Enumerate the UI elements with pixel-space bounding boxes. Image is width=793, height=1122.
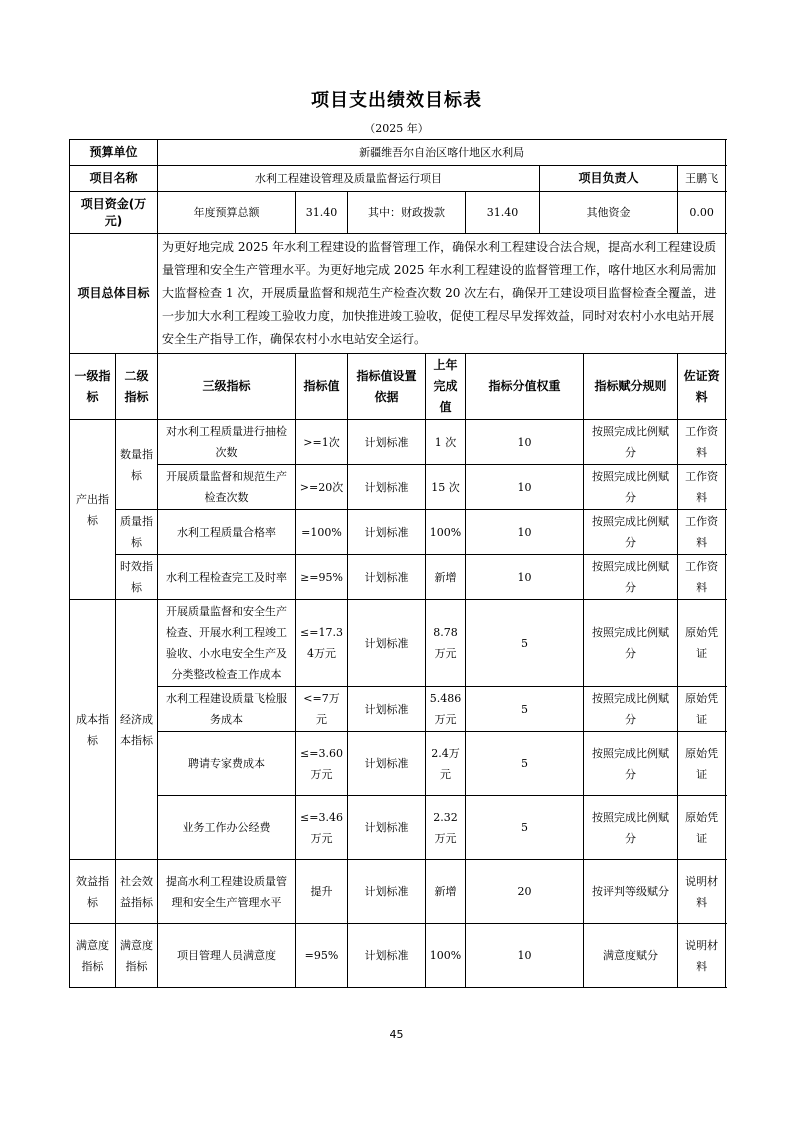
group-benefit: 效益指标: [70, 860, 116, 924]
row-l3: 开展质量监督和规范生产检查次数: [158, 465, 296, 510]
project-leader-label: 项目负责人: [540, 166, 678, 192]
header-last-year: 上年完成值: [426, 354, 466, 420]
row-basis: 计划标准: [348, 420, 426, 465]
row-evidence: 说明材料: [678, 924, 726, 988]
table-row: [70, 555, 726, 600]
row-weight: 10: [466, 924, 584, 988]
header-level2: 二级指标: [116, 354, 158, 420]
row-basis: 计划标准: [348, 732, 426, 796]
row-weight: 10: [466, 465, 584, 510]
row-l3: 项目管理人员满意度: [158, 924, 296, 988]
table-row: [70, 465, 726, 510]
row-weight: 10: [466, 420, 584, 465]
row-rule: 按照完成比例赋分: [584, 687, 678, 732]
row-last: 新增: [426, 555, 466, 600]
page-title: 项目支出绩效目标表: [311, 90, 482, 111]
row-l3: 对水利工程质量进行抽检次数: [158, 420, 296, 465]
header-evidence: 佐证资料: [678, 354, 726, 420]
row-value: >=20次: [296, 465, 348, 510]
group-social: 社会效益指标: [116, 860, 158, 924]
row-l3: 聘请专家费成本: [158, 732, 296, 796]
row-last: 1 次: [426, 420, 466, 465]
row-last: 100%: [426, 924, 466, 988]
row-value: <=7万元: [296, 687, 348, 732]
row-value: 提升: [296, 860, 348, 924]
row-weight: 5: [466, 600, 584, 687]
project-name-label: 项目名称: [70, 166, 158, 192]
annual-total-label: 年度预算总额: [158, 192, 296, 234]
row-l3: 提高水利工程建设质量管理和安全生产管理水平: [158, 860, 296, 924]
row-last: 5.486万元: [426, 687, 466, 732]
header-value: 指标值: [296, 354, 348, 420]
header-basis: 指标值设置依据: [348, 354, 426, 420]
table-row: [70, 510, 726, 555]
row-value: =95%: [296, 924, 348, 988]
other-funds-value: 0.00: [678, 192, 726, 234]
row-evidence: 原始凭证: [678, 600, 726, 687]
year-label: （2025 年）: [364, 122, 429, 135]
page-number: 45: [389, 1028, 404, 1041]
header-rule: 指标赋分规则: [584, 354, 678, 420]
row-value: ≥=95%: [296, 555, 348, 600]
project-funds-label: 项目资金(万元): [70, 192, 158, 234]
row-last: 2.32万元: [426, 796, 466, 860]
row-weight: 5: [466, 796, 584, 860]
group-quality: 质量指标: [116, 510, 158, 555]
row-rule: 按照完成比例赋分: [584, 510, 678, 555]
performance-table: [69, 139, 726, 988]
row-rule: 按照完成比例赋分: [584, 420, 678, 465]
row-last: 15 次: [426, 465, 466, 510]
header-level3: 三级指标: [158, 354, 296, 420]
row-rule: 按照完成比例赋分: [584, 796, 678, 860]
row-evidence: 原始凭证: [678, 732, 726, 796]
row-basis: 计划标准: [348, 796, 426, 860]
annual-total-value: 31.40: [296, 192, 348, 234]
row-basis: 计划标准: [348, 465, 426, 510]
row-evidence: 原始凭证: [678, 687, 726, 732]
table-row: [70, 420, 726, 465]
row-rule: 满意度赋分: [584, 924, 678, 988]
row-last: 100%: [426, 510, 466, 555]
row-value: ≤=17.34万元: [296, 600, 348, 687]
project-name-value: 水利工程建设管理及质量监督运行项目: [158, 166, 540, 192]
group-cost: 成本指标: [70, 600, 116, 860]
header-weight: 指标分值权重: [466, 354, 584, 420]
group-satisfaction: 满意度指标: [70, 924, 116, 988]
row-evidence: 工作资料: [678, 420, 726, 465]
row-weight: 10: [466, 510, 584, 555]
budget-unit-label: 预算单位: [70, 140, 158, 166]
group-output: 产出指标: [70, 420, 116, 600]
row-evidence: 工作资料: [678, 465, 726, 510]
row-last: 2.4万元: [426, 732, 466, 796]
row-weight: 10: [466, 555, 584, 600]
table-row: [70, 600, 726, 687]
table-row: [70, 796, 726, 860]
row-basis: 计划标准: [348, 687, 426, 732]
group-timeliness: 时效指标: [116, 555, 158, 600]
row-basis: 计划标准: [348, 510, 426, 555]
fiscal-value: 31.40: [466, 192, 540, 234]
group-satisfaction-sub: 满意度指标: [116, 924, 158, 988]
table-row: [70, 860, 726, 924]
group-economic: 经济成本指标: [116, 600, 158, 860]
budget-unit-value: 新疆维吾尔自治区喀什地区水利局: [158, 140, 726, 166]
fiscal-label: 其中：财政拨款: [348, 192, 466, 234]
row-rule: 按照完成比例赋分: [584, 600, 678, 687]
table-row: [70, 687, 726, 732]
other-funds-label: 其他资金: [540, 192, 678, 234]
table-row: [70, 924, 726, 988]
row-weight: 5: [466, 687, 584, 732]
row-value: =100%: [296, 510, 348, 555]
row-evidence: 工作资料: [678, 510, 726, 555]
row-rule: 按照完成比例赋分: [584, 555, 678, 600]
row-basis: 计划标准: [348, 860, 426, 924]
header-level1: 一级指标: [70, 354, 116, 420]
row-evidence: 原始凭证: [678, 796, 726, 860]
row-value: ≤=3.46万元: [296, 796, 348, 860]
row-last: 新增: [426, 860, 466, 924]
row-evidence: 说明材料: [678, 860, 726, 924]
overall-goal-text: 为更好地完成 2025 年水利工程建设的监督管理工作，确保水利工程建设合法合规，提高水利工程建设质量管理和安全生产管理水平。为更好地完成 2025 年水利工程建设的监督管理工作，喀什地区水利局需加大监督检查 1 次，开展质量监督和规范生产检查次数 20 次左右，确保开工建设项目监督检查全覆盖，进一步加大水利工程竣工验收力度，加快推进竣工验收，促使工程尽早发挥效益，同时对农村小水电站开展安全生产指导工作，确保农村小水电站安全运行。: [158, 234, 726, 354]
overall-goal-label: 项目总体目标: [70, 234, 158, 354]
row-weight: 5: [466, 732, 584, 796]
row-l3: 开展质量监督和安全生产检查、开展水利工程竣工验收、小水电安全生产及分类整改检查工作成本: [158, 600, 296, 687]
table-row: [70, 732, 726, 796]
row-basis: 计划标准: [348, 600, 426, 687]
row-rule: 按评判等级赋分: [584, 860, 678, 924]
row-l3: 水利工程质量合格率: [158, 510, 296, 555]
row-rule: 按照完成比例赋分: [584, 732, 678, 796]
row-l3: 业务工作办公经费: [158, 796, 296, 860]
row-weight: 20: [466, 860, 584, 924]
row-value: >=1次: [296, 420, 348, 465]
row-last: 8.78万元: [426, 600, 466, 687]
row-basis: 计划标准: [348, 924, 426, 988]
row-basis: 计划标准: [348, 555, 426, 600]
row-rule: 按照完成比例赋分: [584, 465, 678, 510]
project-leader-value: 王鹏飞: [678, 166, 726, 192]
group-quantity: 数量指标: [116, 420, 158, 510]
row-l3: 水利工程建设质量飞检服务成本: [158, 687, 296, 732]
row-value: ≤=3.60万元: [296, 732, 348, 796]
row-evidence: 工作资料: [678, 555, 726, 600]
row-l3: 水利工程检查完工及时率: [158, 555, 296, 600]
